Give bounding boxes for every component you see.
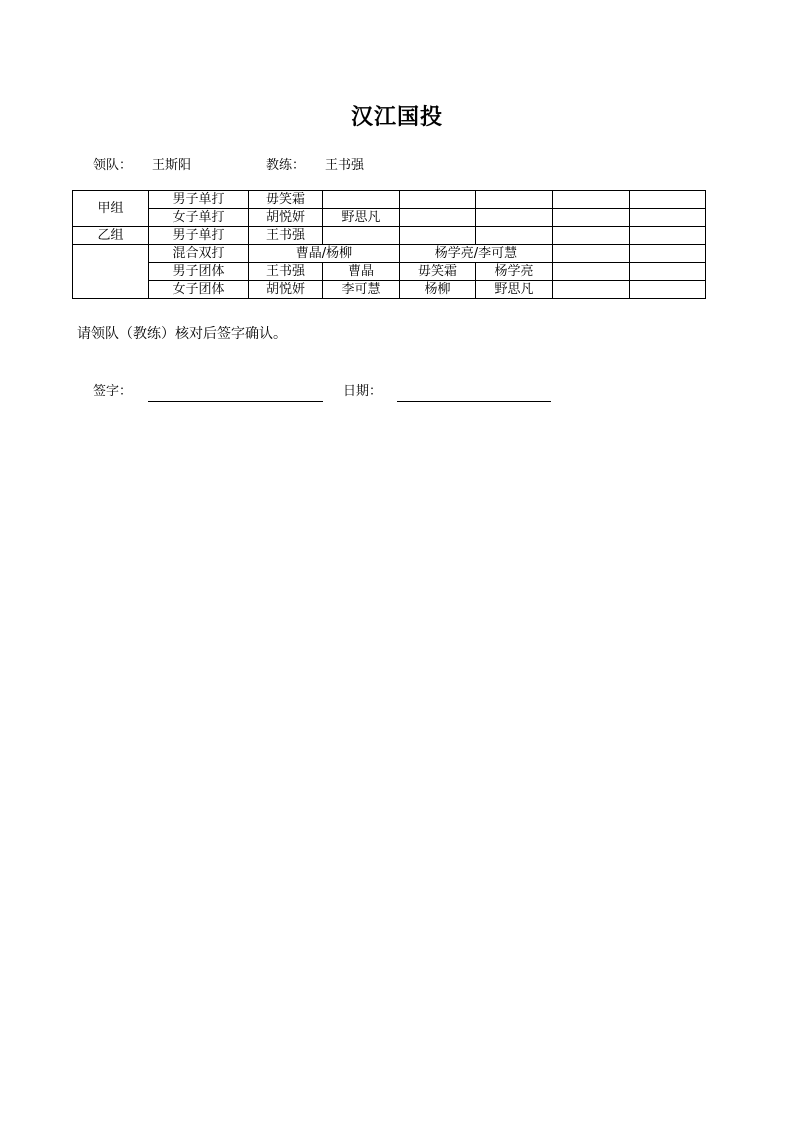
group-cell: 甲组 — [73, 191, 149, 227]
player-cell — [400, 227, 476, 245]
player-cell — [553, 191, 630, 209]
player-cell: 胡悦妍 — [249, 209, 323, 227]
player-cell — [630, 281, 706, 299]
table-row — [73, 245, 706, 263]
player-cell — [400, 191, 476, 209]
player-cell — [323, 227, 400, 245]
event-cell: 女子单打 — [149, 209, 249, 227]
event-cell: 女子团体 — [149, 281, 249, 299]
player-cell: 杨柳 — [400, 281, 476, 299]
leader-name: 王斯阳 — [152, 158, 192, 173]
coach-name: 王书强 — [325, 158, 365, 173]
signature-line — [148, 401, 323, 402]
leader-label: 领队： — [93, 158, 133, 173]
player-cell: 野思凡 — [476, 281, 553, 299]
player-cell: 王书强 — [249, 263, 323, 281]
group-cell — [73, 245, 149, 299]
confirmation-note: 请领队（教练）核对后签字确认。 — [77, 326, 287, 342]
player-cell — [553, 209, 630, 227]
player-cell — [476, 227, 553, 245]
player-cell — [400, 209, 476, 227]
player-cell — [553, 263, 630, 281]
player-cell — [630, 209, 706, 227]
player-cell — [630, 227, 706, 245]
table-row — [73, 191, 706, 209]
player-cell — [553, 281, 630, 299]
pair-cell: 杨学亮/李可慧 — [400, 245, 553, 263]
player-cell — [476, 209, 553, 227]
event-cell: 男子团体 — [149, 263, 249, 281]
table-row — [73, 281, 706, 299]
player-cell — [553, 245, 630, 263]
pair-cell: 曹晶/杨柳 — [249, 245, 400, 263]
event-cell: 男子单打 — [149, 227, 249, 245]
player-cell: 野思凡 — [323, 209, 400, 227]
date-line — [397, 401, 551, 402]
player-cell — [323, 191, 400, 209]
player-cell: 毋笑霜 — [249, 191, 323, 209]
date-label: 日期： — [343, 384, 383, 399]
player-cell: 李可慧 — [323, 281, 400, 299]
player-cell: 杨学亮 — [476, 263, 553, 281]
player-cell — [553, 227, 630, 245]
document-title: 汉江国投 — [350, 105, 443, 130]
table-row — [73, 227, 706, 245]
player-cell — [630, 263, 706, 281]
event-cell: 男子单打 — [149, 191, 249, 209]
roster-table — [72, 190, 706, 299]
table-row — [73, 263, 706, 281]
signature-label: 签字： — [93, 384, 133, 399]
coach-label: 教练： — [266, 158, 306, 173]
player-cell: 曹晶 — [323, 263, 400, 281]
group-cell: 乙组 — [73, 227, 149, 245]
player-cell — [476, 191, 553, 209]
player-cell: 胡悦妍 — [249, 281, 323, 299]
event-cell: 混合双打 — [149, 245, 249, 263]
player-cell — [630, 245, 706, 263]
player-cell: 毋笑霜 — [400, 263, 476, 281]
player-cell: 王书强 — [249, 227, 323, 245]
table-row — [73, 209, 706, 227]
player-cell — [630, 191, 706, 209]
